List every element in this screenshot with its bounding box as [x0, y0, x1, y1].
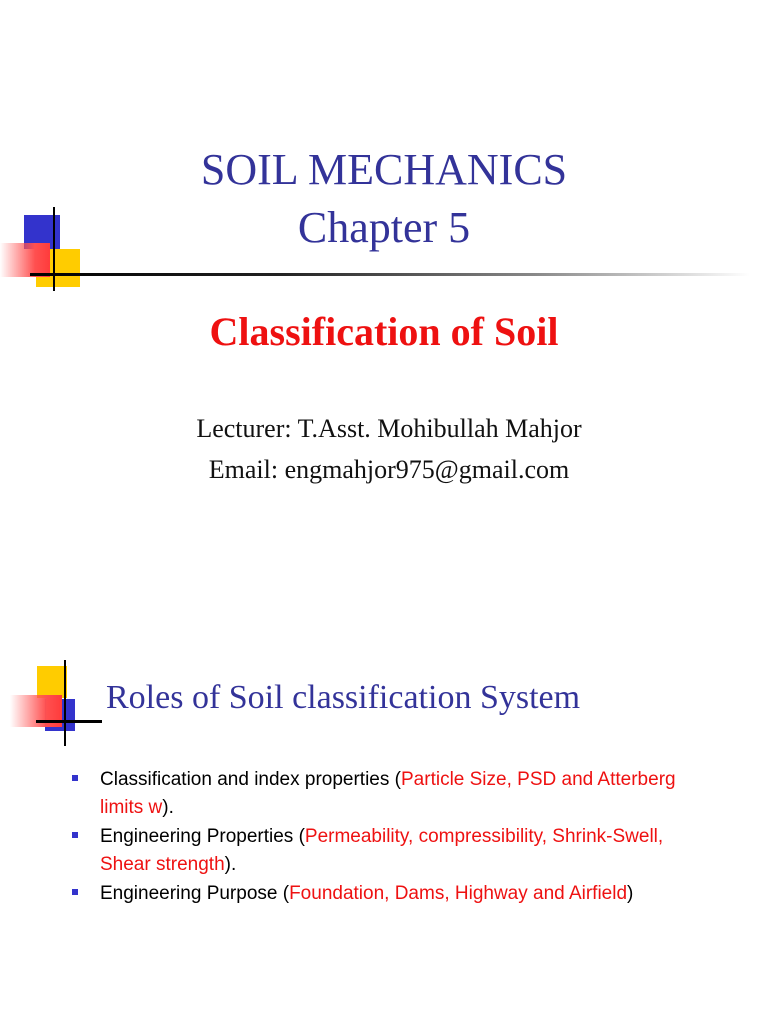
square-bullet-icon — [72, 832, 78, 838]
vertical-rule — [64, 660, 66, 746]
bullet-suffix: ). — [162, 797, 174, 818]
subtitle: Classification of Soil — [209, 309, 559, 354]
yellow-square — [37, 666, 67, 698]
bullet-highlight: Foundation, Dams, Highway and Airfield — [289, 883, 628, 904]
bullet-suffix: ) — [627, 883, 634, 904]
list-item — [72, 823, 712, 879]
horizontal-rule — [30, 273, 750, 276]
horizontal-rule — [36, 720, 102, 723]
title-line-2: Chapter 5 — [297, 203, 471, 252]
bullet-prefix: Classification and index properties ( — [100, 769, 401, 790]
list-item — [72, 880, 712, 908]
slide-heading: Roles of Soil classification System — [106, 679, 581, 716]
bullet-highlight: Particle Size, PSD and Atterberg limits w — [100, 769, 676, 818]
square-bullet-icon — [72, 889, 78, 895]
bullet-prefix: Engineering Purpose ( — [100, 883, 290, 904]
bullet-highlight: Permeability, compressibility, Shrink-Swell, Shear strength — [100, 826, 664, 875]
email-line: Email: engmahjor975@gmail.com — [208, 455, 570, 484]
square-bullet-icon — [72, 775, 78, 781]
bullet-list — [72, 766, 712, 909]
list-item — [72, 766, 712, 822]
content-slide — [0, 644, 768, 1024]
slide-logo-decoration — [0, 644, 120, 754]
lecturer-line: Lecturer: T.Asst. Mohibullah Mahjor — [196, 414, 582, 443]
title-line-1: SOIL MECHANICS — [200, 145, 568, 194]
bullet-prefix: Engineering Properties ( — [100, 826, 305, 847]
bullet-suffix: ). — [224, 854, 237, 875]
